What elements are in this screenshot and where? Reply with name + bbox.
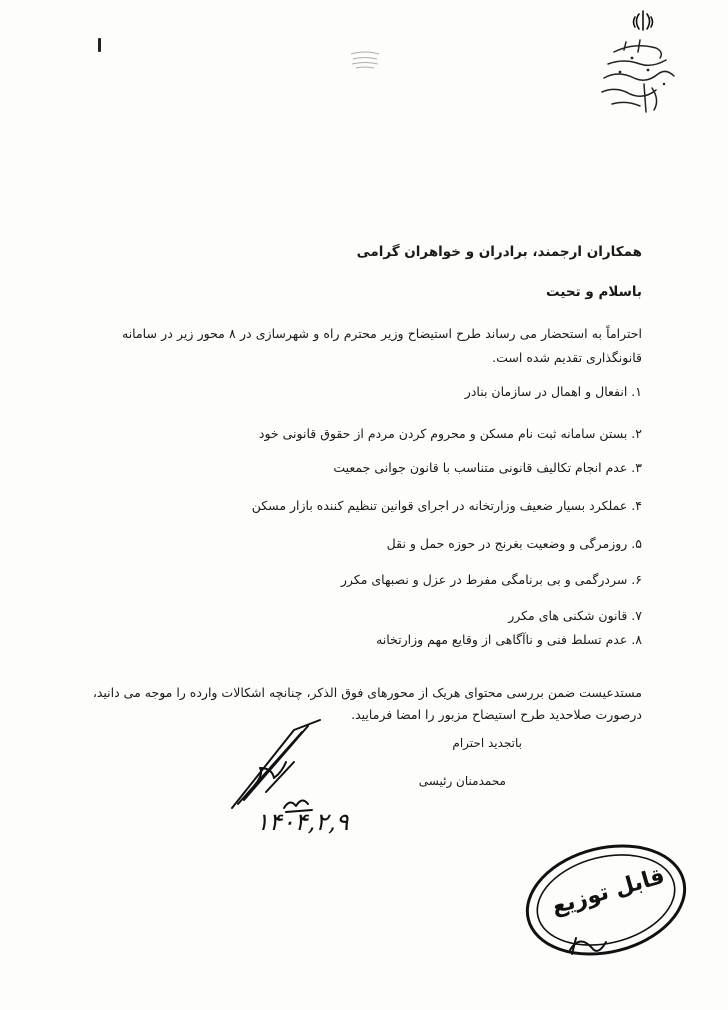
letter-greeting: باسلام و تحیت xyxy=(546,284,642,300)
handwritten-date: ۱۴۰۴,۲,۹ xyxy=(256,808,349,836)
majlis-logo xyxy=(594,30,686,118)
regards-text: باتجدید احترام xyxy=(452,736,522,750)
page-mark xyxy=(98,38,101,52)
axis-item: ۶. سردرگمی و بی برنامگی مفرط در عزل و نصبهای مکرر xyxy=(340,572,642,587)
signer-name: محمدمنان رئیسی xyxy=(418,774,506,788)
distribution-stamp xyxy=(510,838,696,968)
axis-item: ۳. عدم انجام تکالیف قانونی متناسب با قانون جوانی جمعیت xyxy=(333,460,642,475)
letter-intro: احتراماً به استحضار می رساند طرح استیضاح وزیر محترم راه و شهرسازی در ۸ محور زیر در سامانه قانونگذاری تقدیم شده است. xyxy=(122,326,642,365)
closing-line: درصورت صلاحدید طرح استیضاح مزبور را امضا فرمایید. xyxy=(351,707,642,722)
faint-stamp-mark xyxy=(348,48,382,70)
axis-item: ۵. روزمرگی و وضعیت بغرنج در حوزه حمل و نقل xyxy=(386,536,642,551)
axis-item: ۱. انفعال و اهمال در سازمان بنادر xyxy=(464,384,642,399)
stamp-text: قابل توزیع xyxy=(548,863,668,920)
axis-item: ۲. بستن سامانه ثبت نام مسکن و محروم کردن مردم از حقوق قانونی خود xyxy=(258,426,642,441)
letter-salutation: همکاران ارجمند، برادران و خواهران گرامی xyxy=(356,244,642,260)
axis-item: ۸. عدم تسلط فنی و ناآگاهی از وقایع مهم وزارتخانه xyxy=(376,632,642,647)
axis-item: ۷. قانون شکنی های مکرر xyxy=(508,608,642,623)
closing-line: مستدعیست ضمن بررسی محتوای هریک از محورهای فوق الذکر، چنانچه اشکالات وارده را موجه می دانید، xyxy=(92,685,642,700)
letter-closing xyxy=(82,682,642,726)
axis-item: ۴. عملکرد بسیار ضعیف وزارتخانه در اجرای قوانین تنظیم کننده بازار مسکن xyxy=(251,498,642,513)
